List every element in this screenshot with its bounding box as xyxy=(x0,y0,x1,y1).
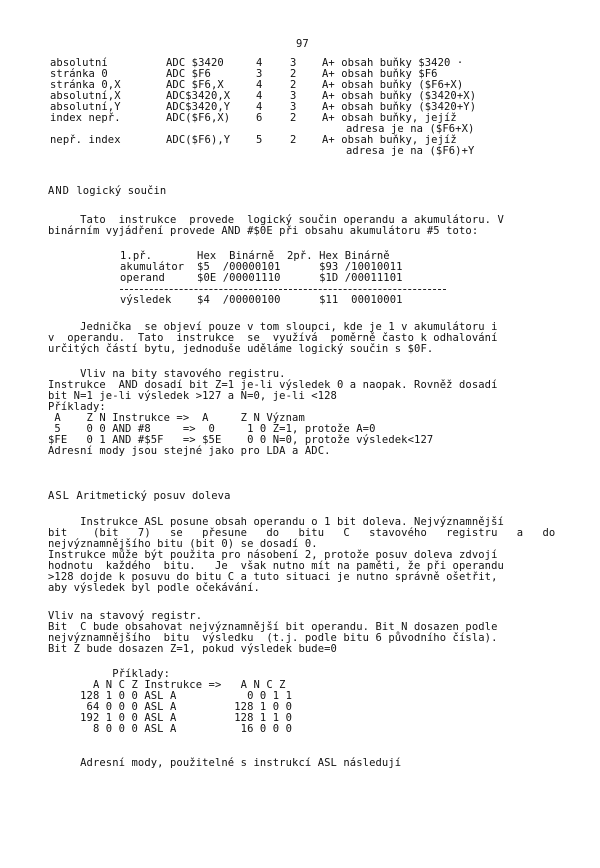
asl-flags-line: Bit C bude obsahovat nejvýznamnější bit operandu. Bit N dosazen podle xyxy=(48,621,498,633)
addr-cell-cycles: 2 xyxy=(290,112,297,124)
addr-cell-bytes: 4 xyxy=(256,90,263,102)
addr-cell-desc-continued: adresa je na ($F6+X) xyxy=(346,123,475,135)
and-flags-line: Vliv na bity stavového registru. xyxy=(48,368,286,380)
addr-cell-cycles: 3 xyxy=(290,90,297,102)
addr-cell-desc: A+ obsah buňky, jejíž xyxy=(322,134,457,146)
and-flags-line: 5 0 0 AND #8 => 0 1 0 Z=1, protože A=0 xyxy=(48,423,376,435)
asl-heading-title: Aritmetický posuv doleva xyxy=(76,490,231,502)
addr-cell-desc-continued: adresa je na ($F6)+Y xyxy=(346,145,475,157)
asl-paragraph-line: hodnotu každého bitu. Je však nutno mít na paměti, že při operandu xyxy=(48,560,504,572)
and-paragraph-line: Tato instrukce provede logický součin operandu a akumulátoru. V xyxy=(48,214,504,226)
and-example-line: operand $0E /00001110 $1D /00011101 xyxy=(120,272,403,284)
and-heading-title: logický součin xyxy=(76,185,167,197)
addr-cell-desc: A+ obsah buňky ($3420+X) xyxy=(322,90,477,102)
asl-paragraph-line: aby výsledek byl podle očekávání. xyxy=(48,582,260,594)
addr-cell-mode: index nepř. xyxy=(50,112,121,124)
addr-cell-instr: ADC $3420 xyxy=(166,57,224,69)
addr-cell-mode: absolutní xyxy=(50,57,108,69)
asl-example-line: A N C Z Instrukce => A N C Z xyxy=(48,679,286,691)
addr-cell-mode: stránka 0,X xyxy=(50,79,121,91)
asl-example-line: Příklady: xyxy=(48,668,171,680)
addr-cell-desc: A+ obsah buňky $3420 · xyxy=(322,57,464,69)
addr-cell-bytes: 4 xyxy=(256,101,263,113)
addr-cell-desc: A+ obsah buňky, jejíž xyxy=(322,112,457,124)
asl-paragraph-line: Instrukce ASL posune obsah operandu o 1 bit doleva. Nejvýznamnější xyxy=(48,516,504,528)
asl-example-line: 8 0 0 0 ASL A 16 0 0 0 xyxy=(48,723,293,735)
asl-heading-key: ASL xyxy=(48,490,70,502)
asl-paragraph-line: >128 dojde k posuvu do bitu C a tuto situaci je nutno správně ošetřit, xyxy=(48,571,498,583)
addr-cell-desc: A+ obsah buňky $F6 xyxy=(322,68,438,80)
and-flags-line: Adresní mody jsou stejné jako pro LDA a ADC. xyxy=(48,445,331,457)
and-flags-line: A Z N Instrukce => A Z N Význam xyxy=(48,412,305,424)
and-explanation-line: Jednička se objeví pouze v tom sloupci, kde je 1 v akumulátoru i xyxy=(48,321,498,333)
addr-cell-mode: nepř. index xyxy=(50,134,121,146)
and-section-heading xyxy=(48,186,166,197)
addr-cell-bytes: 4 xyxy=(256,79,263,91)
addr-cell-cycles: 3 xyxy=(290,57,297,69)
addr-cell-instr: ADC$3420,Y xyxy=(166,101,231,113)
addr-cell-cycles: 2 xyxy=(290,134,297,146)
addr-cell-instr: ADC $F6 xyxy=(166,68,211,80)
asl-closing-line: Adresní mody, použitelné s instrukcí ASL následují xyxy=(48,757,402,769)
and-flags-line: Příklady: xyxy=(48,401,106,413)
asl-section-heading xyxy=(48,491,231,502)
addr-cell-cycles: 2 xyxy=(290,68,297,80)
and-flags-line: bit N=1 je-li výsledek >127 a N=0, je-li <128 xyxy=(48,390,337,402)
addr-cell-mode: stránka 0 xyxy=(50,68,108,80)
and-explanation-line: v operandu. Tato instrukce se využívá poměrně často k odhalování xyxy=(48,332,498,344)
addr-cell-bytes: 4 xyxy=(256,57,263,69)
asl-example-line: 128 1 0 0 ASL A 0 0 1 1 xyxy=(48,690,293,702)
and-example-line: akumulátor $5 /00000101 $93 /10010011 xyxy=(120,261,403,273)
asl-paragraph-line: bit (bit 7) se přesune do bitu C stavového registru a do xyxy=(48,527,556,539)
addr-cell-instr: ADC$3420,X xyxy=(166,90,231,102)
addr-cell-mode: absolutní,Y xyxy=(50,101,121,113)
asl-example-line: 64 0 0 0 ASL A 128 1 0 0 xyxy=(48,701,293,713)
and-heading-key: AND xyxy=(48,185,70,197)
addr-cell-cycles: 3 xyxy=(290,101,297,113)
addr-cell-bytes: 5 xyxy=(256,134,263,146)
addr-cell-desc: A+ obsah buňky ($3420+Y) xyxy=(322,101,477,113)
addr-cell-instr: ADC $F6,X xyxy=(166,79,224,91)
addr-cell-bytes: 6 xyxy=(256,112,263,124)
addr-cell-mode: absolutní,X xyxy=(50,90,121,102)
asl-flags-line: Vliv na stavový registr. xyxy=(48,610,203,622)
and-explanation-line: určitých částí bytu, jednoduše uděláme logický součin s $0F. xyxy=(48,343,434,355)
asl-example-line: 192 1 0 0 ASL A 128 1 1 0 xyxy=(48,712,293,724)
addr-cell-desc: A+ obsah buňky ($F6+X) xyxy=(322,79,464,91)
addr-cell-instr: ADC($F6),Y xyxy=(166,134,231,146)
page-number: 97 xyxy=(296,38,309,50)
and-example-line: 1.př. Hex Binárně 2př. Hex Binárně xyxy=(120,250,390,262)
and-flags-line: $FE 0 1 AND #$5F => $5E 0 0 N=0, protože výsledek<127 xyxy=(48,434,434,446)
addr-cell-cycles: 2 xyxy=(290,79,297,91)
and-example-result: výsledek $4 /00000100 $11 00010001 xyxy=(120,294,403,306)
asl-paragraph-line: Instrukce může být použita pro násobení 2, protože posuv doleva zdvojí xyxy=(48,549,498,561)
and-paragraph-line: binárním vyjádření provede AND #$0E při obsahu akumulátoru #5 toto: xyxy=(48,225,479,237)
asl-flags-line: nejvýznamnějšího bitu výsledku (t.j. podle bitu 6 původního čísla). xyxy=(48,632,498,644)
asl-flags-line: Bit Z bude dosazen Z=1, pokud výsledek bude=0 xyxy=(48,643,337,655)
and-flags-line: Instrukce AND dosadí bit Z=1 je-li výsledek 0 a naopak. Rovněž dosadí xyxy=(48,379,498,391)
addr-cell-instr: ADC($F6,X) xyxy=(166,112,231,124)
addr-cell-bytes: 3 xyxy=(256,68,263,80)
result-divider xyxy=(120,289,446,290)
asl-paragraph-line: nejvýznamnějšího bitu (bit 0) se dosadí 0. xyxy=(48,538,318,550)
